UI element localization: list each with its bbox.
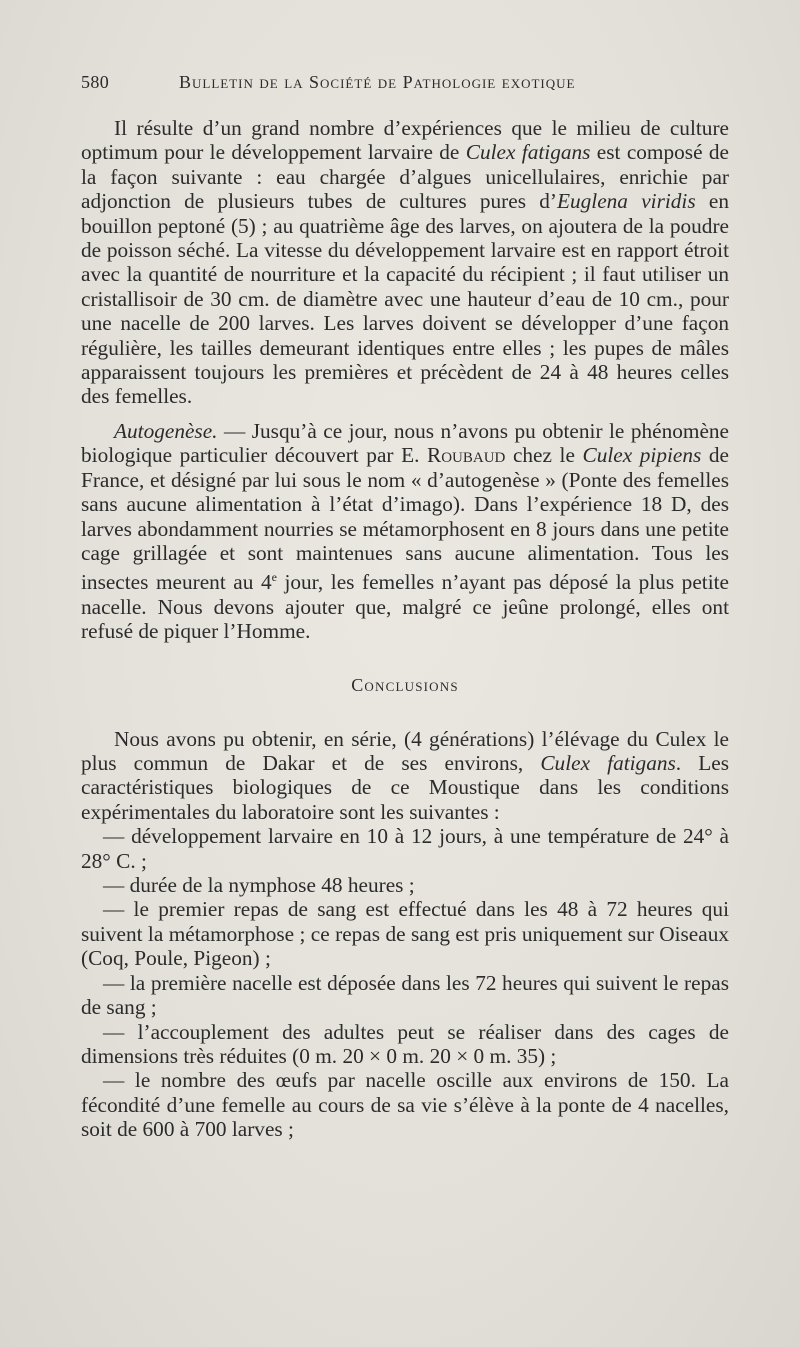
species-name: Culex fatigans bbox=[540, 751, 676, 776]
paragraph-autogenese bbox=[81, 419, 729, 644]
text-run: chez le bbox=[505, 443, 583, 468]
body-text bbox=[81, 116, 729, 1142]
conclusion-item: — durée de la nymphose 48 heures ; bbox=[103, 873, 415, 898]
text-run: jour, les femelles n’ayant pas déposé la plus petite nacelle. Nous devons ajouter que, malgré ce jeûne prolongé, elles ont refusé de piquer l’Homme. bbox=[81, 570, 729, 644]
journal-title: Bulletin de la Société de Pathologie exotique bbox=[179, 72, 576, 92]
paragraph-culture-medium bbox=[81, 116, 729, 409]
paragraph-conclusions-intro bbox=[81, 727, 729, 825]
section-heading-conclusions: Conclusions bbox=[351, 674, 459, 695]
conclusion-item: — le nombre des œufs par nacelle oscille aux environs de 150. La fécondité d’une femelle au cours de sa vie s’élève à la ponte de 4 nacelles, soit de 600 à 700 larves ; bbox=[81, 1068, 729, 1142]
subsection-title: Autogenèse. bbox=[114, 418, 218, 443]
text-run: Nous avons pu obtenir, en série, (4 générations) l’élévage du Culex le plus commun de Dakar et de ses environs, bbox=[81, 726, 729, 776]
page-number: 580 bbox=[81, 72, 110, 92]
text-run: est composé de la façon suivante : eau chargée d’algues unicellulaires, enrichie par adjonction de plusieurs tubes de cultures pures d’ bbox=[81, 140, 729, 214]
running-header bbox=[81, 72, 729, 102]
text-run: . Les caractéristiques biologiques de ce Moustique dans les conditions expérimentales du laboratoire sont les suivantes : bbox=[81, 751, 729, 824]
conclusion-item: — la première nacelle est déposée dans les 72 heures qui suivent le repas de sang ; bbox=[81, 970, 729, 1020]
species-name: Culex pipiens bbox=[582, 443, 702, 468]
text-run: en bouillon peptoné (5) ; au quatrième âge des larves, on ajoutera de la poudre de poisson séché. La vitesse du développement larvaire est en rapport étroit avec la quantité de nourriture et la capacité du récipient ; il faut utiliser un cristallisoir de 30 cm. de diamètre avec une hauteur d’eau de 10 cm., pour une nacelle de 200 larves. Les larves doivent se développer d’une façon régulière, les tailles demeurant identiques entre elles ; les pupes de mâles apparaissent toujours les premières et précèdent de 24 à 48 heures celles des femelles. bbox=[81, 189, 729, 409]
superscript: e bbox=[271, 570, 277, 585]
species-name: Euglena viridis bbox=[556, 189, 696, 214]
text-run: Il résulte d’un grand nombre d’expériences que le milieu de culture optimum pour le développement larvaire de bbox=[81, 116, 729, 165]
conclusion-item: — le premier repas de sang est effectué dans les 48 à 72 heures qui suivent la métamorphose ; ce repas de sang est pris uniquement sur Oiseaux (Coq, Poule, Pigeon) ; bbox=[81, 897, 729, 971]
conclusion-item: — l’accouplement des adultes peut se réaliser dans des cages de dimensions très réduites (0 m. 20 × 0 m. 20 × 0 m. 35) ; bbox=[81, 1019, 729, 1068]
text-run: — Jusqu’à ce jour, nous n’avons pu obtenir le phénomène biologique particulier découvert par E. bbox=[81, 418, 729, 468]
author-name: Roubaud bbox=[427, 443, 506, 468]
conclusion-item: — développement larvaire en 10 à 12 jours, à une température de 24° à 28° C. ; bbox=[81, 824, 729, 873]
species-name: Culex fatigans bbox=[465, 140, 591, 165]
text-run: de France, et désigné par lui sous le nom « d’autogenèse » (Ponte des femelles sans aucune alimentation à l’état d’imago). Dans l’expérience 18 D, des larves abondamment nourries se métamorphosent en 8 jours dans une petite cage grillagée et sont maintenues sans aucune alimentation. Tous les insectes meurent au 4 bbox=[81, 443, 729, 595]
